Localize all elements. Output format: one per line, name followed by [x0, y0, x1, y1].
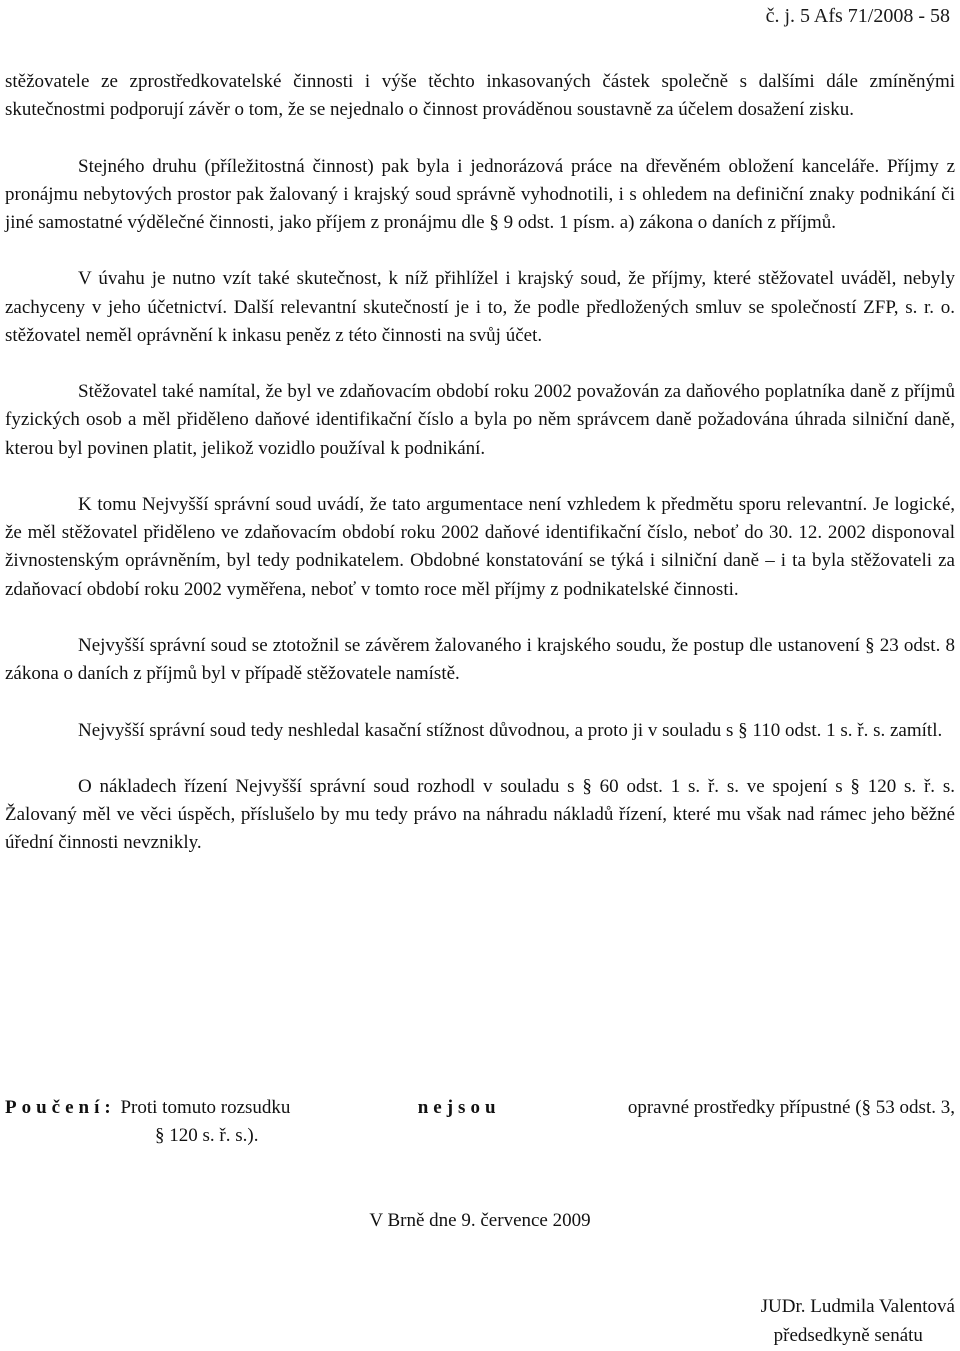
instruction-line-2: § 120 s. ř. s.).	[155, 1125, 259, 1147]
paragraph-5: K tomu Nejvyšší správní soud uvádí, že tato argumentace není vzhledem k předmětu sporu relevantní. Je logické, že měl stěžovatel přiděleno ve zdaňovacím období roku 2002 daňové identifikační číslo, neboť do 30. 12. 2002 disponoval živnostenským oprávněním, byl tedy podnikatelem. Obdobné konstatování se týká i silniční daně – i ta byla stěžovateli za zdaňovací období roku 2002 vyměřena, neboť v tomto roce měl příjmy z podnikatelské činnosti.	[5, 493, 955, 600]
place-and-date: V Brně dne 9. července 2009	[369, 1210, 591, 1231]
paragraph-7: Nejvyšší správní soud tedy neshledal kasační stížnost důvodnou, a proto ji v souladu s § 110 odst. 1 s. ř. s. zamítl.	[78, 719, 943, 741]
paragraph-8: O nákladech řízení Nejvyšší správní soud rozhodl v souladu s § 60 odst. 1 s. ř. s. ve spojení s § 120 s. ř. s. Žalovaný měl ve věci úspěch, příslušelo by mu tedy právo na náhradu nákladů řízení, které mu však nad rámec jeho běžné úřední činnosti nevznikly.	[5, 775, 955, 854]
instruction-block	[5, 1094, 955, 1150]
signatory-name: JUDr. Ludmila Valentová	[760, 1296, 955, 1317]
instruction-emphasis: nejsou	[417, 1097, 501, 1118]
document-body	[5, 68, 955, 886]
case-reference: č. j. 5 Afs 71/2008 - 58	[765, 5, 950, 27]
paragraph-3: V úvahu je nutno vzít také skutečnost, k níž přihlížel i krajský soud, že příjmy, které stěžovatel uváděl, nebyly zachyceny v jeho účetnictví. Další relevantní skutečností je i to, že podle předložených smluv se společností ZFP, s. r. o. stěžovatel neměl oprávnění k inkasu peněz z této činnosti na svůj účet.	[5, 268, 955, 346]
paragraph-1: stěžovatele ze zprostředkovatelské činnosti i výše těchto inkasovaných částek společně s dalšími dále zmíněnými skutečnostmi podporují závěr o tom, že se nejednalo o činnost prováděnou soustavně za účelem dosažení zisku.	[5, 71, 955, 121]
instruction-text-after: opravné prostředky přípustné (§ 53 odst. 3,	[627, 1097, 955, 1118]
signatory-role: předsedkyně senátu	[773, 1325, 923, 1346]
paragraph-2: Stejného druhu (příležitostná činnost) pak byla i jednorázová práce na dřevěném obložení kanceláře. Příjmy z pronájmu nebytových prostor pak žalovaný i krajský soud správně vyhodnotili, i s ohledem na definiční znaky podnikání či jiné samostatné výdělečné činnosti, jako příjem z pronájmu dle § 9 odst. 1 písm. a) zákona o daních z příjmů.	[5, 155, 955, 233]
paragraph-4: Stěžovatel také namítal, že byl ve zdaňovacím období roku 2002 považován za daňového poplatníka daně z příjmů fyzických osob a měl přiděleno daňové identifikační číslo a byla po něm správcem daně požadována úhrada silniční daně, kterou byl povinen platit, jelikož vozidlo používal k podnikání.	[5, 381, 955, 459]
paragraph-6: Nejvyšší správní soud se ztotožnil se závěrem žalovaného i krajského soudu, že postup dle ustanovení § 23 odst. 8 zákona o daních z příjmů byl v případě stěžovatele namístě.	[5, 634, 955, 685]
instruction-label: Poučení:	[5, 1097, 116, 1118]
instruction-line-1	[5, 1094, 955, 1122]
instruction-text-before: Proti tomuto rozsudku	[120, 1097, 291, 1118]
signature-block	[761, 1292, 955, 1350]
